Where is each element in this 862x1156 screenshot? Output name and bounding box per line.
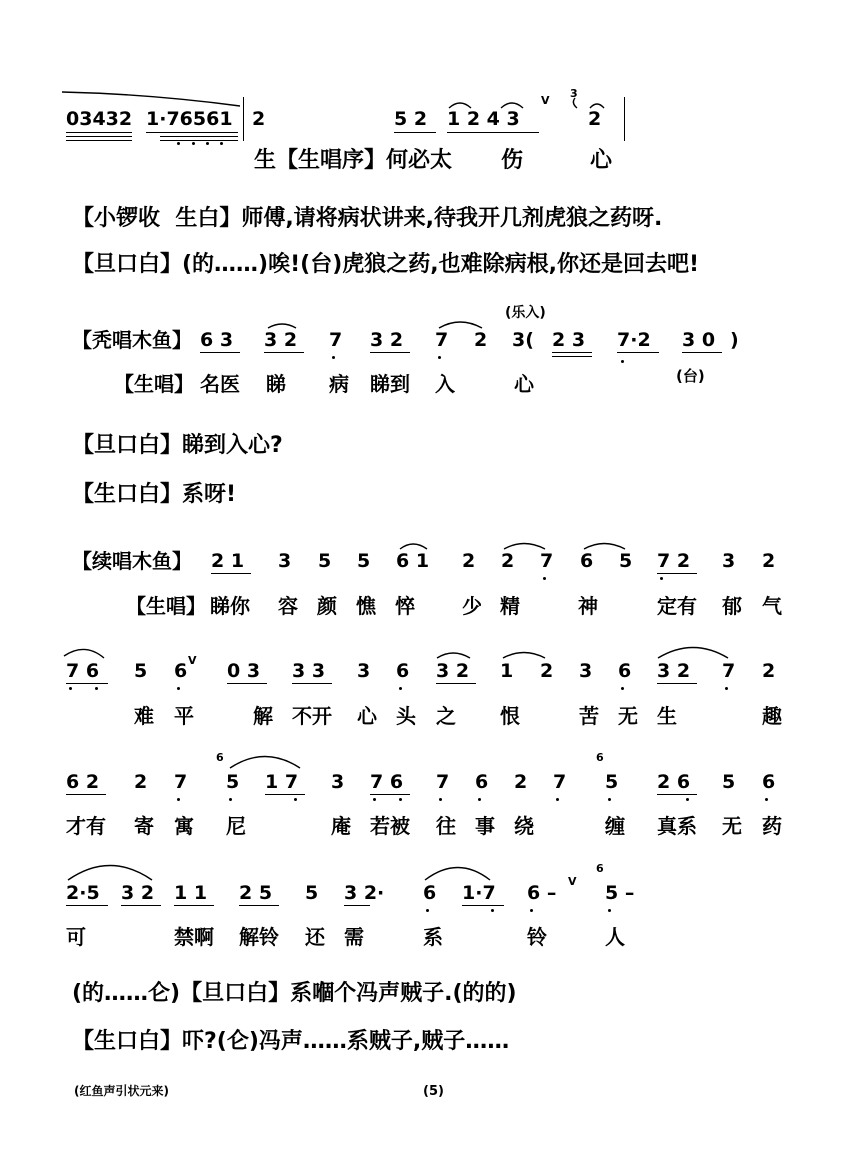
lyric: 神 [578,594,598,618]
lyric: 病 [329,372,349,396]
lyric: 无 [722,814,742,838]
note: 5 [134,660,148,682]
note-group: 2·5 [66,882,100,904]
note-group: 03432 [66,108,133,130]
slur [658,648,728,659]
note: 7 [174,771,188,793]
lyric: 心 [590,148,613,173]
lyric: 禁啊 [174,925,214,949]
note: 5 – [605,882,635,904]
lyric: 头 [396,704,416,728]
note-group: 3 2 [436,660,470,682]
note: 6 [762,771,776,793]
slur [230,757,300,769]
lyric: 少 [462,594,482,618]
note: 2 [252,108,266,130]
lyric: 趣 [762,704,782,728]
grace-note: 6 [596,862,604,875]
lyric: 容 [278,594,298,618]
lyric: 心 [357,704,377,728]
note-group: 3 2 [370,329,404,351]
lyric: 铃 [527,925,547,949]
lyric: 名医 [200,372,240,396]
note-group: 3 2 [121,882,155,904]
lyric: 还 [305,925,325,949]
lyric: 往 [436,814,456,838]
note: 3 [331,771,345,793]
note-group: 7 2 [657,550,691,572]
note: 1 [500,660,514,682]
slur [449,103,471,108]
note: 3 [357,660,371,682]
note-group: 7·2 [617,329,651,351]
lyric: 悴 [395,594,415,618]
slur [439,322,482,328]
note-group: 6 3 [200,329,234,351]
note-group: 1·76561 [146,108,233,130]
slur [64,649,104,658]
section-label: 【秃唱木鱼】 [72,328,192,352]
note: 5 [305,882,319,904]
note: 5 [605,771,619,793]
lyric: 苦 [579,704,599,728]
note-group: 2 6 [657,771,691,793]
note: ) [730,329,739,351]
grace-note: 3 [570,87,578,100]
lyric: 入 [435,372,455,396]
note-group: 7 6 [370,771,404,793]
dialogue-line: 【旦口白】(的……)唉!(台)虎狼之药,也难除病根,你还是回去吧! [72,252,700,277]
note: 7 [722,660,736,682]
page-number: (5) [423,1084,444,1099]
note: 7 [553,771,567,793]
annotation: (乐入) [505,305,546,321]
note: 2 [501,550,515,572]
lyric: 恨 [500,704,520,728]
note: 6 [618,660,632,682]
note: 7 [540,550,554,572]
slur [584,544,625,550]
note: 3 [278,550,292,572]
note: 3 [579,660,593,682]
lyric: 解铃 [239,925,279,949]
lyric: 需 [344,925,364,949]
breath-mark: V [568,875,577,888]
lyric: 尼 [226,814,246,838]
lyric: 绕 [514,814,534,838]
note: 2 [588,108,602,130]
lyric: 定有 [657,594,697,618]
note: 5 [318,550,332,572]
note: 5 [722,771,736,793]
note: 2 [134,771,148,793]
lyric: 生【生唱序】何必太 [254,148,453,173]
lyric: 睇 [266,372,286,396]
note: 6 – [527,882,557,904]
annotation: (台) [676,367,705,385]
lyric: 若被 [370,814,410,838]
slur [573,98,577,108]
slur [400,544,427,549]
note-group: 2 5 [239,882,273,904]
note-group: 3 2 [657,660,691,682]
dialogue-line: 【小锣收 生白】师傅,请将病状讲来,待我开几剂虎狼之药呀. [72,206,663,231]
note-group: 1 2 4 3 [447,108,520,130]
note-group: 2 1 [211,550,245,572]
dialogue-line: 【生口白】吓?(仑)冯声……系贼子,贼子…… [72,1029,510,1054]
lyric: 药 [762,814,782,838]
note-group: 6 1 [396,550,430,572]
breath-mark: V [188,654,197,667]
slur [501,103,523,108]
slur [425,868,490,881]
note: 2 [474,329,488,351]
note-group: 1 7 [265,771,299,793]
dialogue-line: 【旦口白】睇到入心? [72,433,283,458]
note: 6 [580,550,594,572]
slur [590,104,604,108]
lyric: 寄 [134,814,154,838]
note: 3( [512,329,534,351]
lyric: 难 [134,704,154,728]
footer-note: (红鱼声引状元来) [74,1084,169,1098]
dialogue-line: 【生口白】系呀! [72,482,237,507]
lyric: 才有 [66,814,106,838]
note: 6 [475,771,489,793]
lyric: 气 [762,594,782,618]
grace-note: 6 [216,751,224,764]
lyric: 睇你 [210,594,250,618]
lyric: 缠 [605,814,625,838]
grace-note: 6 [596,751,604,764]
note: 6 [423,882,437,904]
lyric: 不开 [292,704,332,728]
note-group: 1 1 [174,882,208,904]
note: 2 [762,550,776,572]
lyric: 憔 [356,594,376,618]
note: 3 [722,550,736,572]
lyric: 无 [618,704,638,728]
slur [504,544,545,550]
note-group: 2 3 [552,329,586,351]
lyric: 真系 [657,814,697,838]
lyric: 睇到 [370,372,410,396]
lyric: 郁 [722,594,742,618]
lyric: 可 [66,925,86,949]
note-group: 7 6 [66,660,100,682]
lyric: 生 [657,704,677,728]
slur [268,324,296,328]
lyric-label: 【生唱】 [114,372,194,396]
note-group: 6 2 [66,771,100,793]
slur [437,653,470,658]
section-label: 【续唱木鱼】 [72,549,192,573]
lyric: 解 [253,704,273,728]
note: 2 [540,660,554,682]
lyric: 之 [436,704,456,728]
slur [503,653,545,659]
note: 6 [396,660,410,682]
lyric: 平 [174,704,194,728]
lyric: 心 [514,372,534,396]
lyric: 颜 [317,594,337,618]
lyric: 寓 [174,814,194,838]
note: 2 [762,660,776,682]
lyric: 伤 [501,148,524,173]
lyric: 系 [423,925,443,949]
dialogue-line: (的……仑)【旦口白】系嗰个冯声贼子.(的的) [72,981,517,1006]
slur [62,92,240,106]
breath-mark: V [541,94,550,107]
note: 7 [435,329,449,351]
lyric: 事 [475,814,495,838]
note: 5 [619,550,633,572]
note-group: 3 2· [344,882,385,904]
note: 6 [174,660,188,682]
note: 2 [514,771,528,793]
note-group: 3 2 [264,329,298,351]
note-group: 0 3 [227,660,261,682]
lyric: 精 [500,594,520,618]
note-group: 5 2 [394,108,428,130]
lyric-label: 【生唱】 [126,594,206,618]
note-group: 1·7 [462,882,496,904]
note: 7 [329,329,343,351]
note: 2 [462,550,476,572]
note: 7 [436,771,450,793]
slur [68,866,152,881]
lyric: 庵 [331,814,351,838]
note: 5 [226,771,240,793]
note-group: 3 3 [292,660,326,682]
note-group: 3 0 [682,329,716,351]
note: 5 [357,550,371,572]
lyric: 人 [605,925,625,949]
